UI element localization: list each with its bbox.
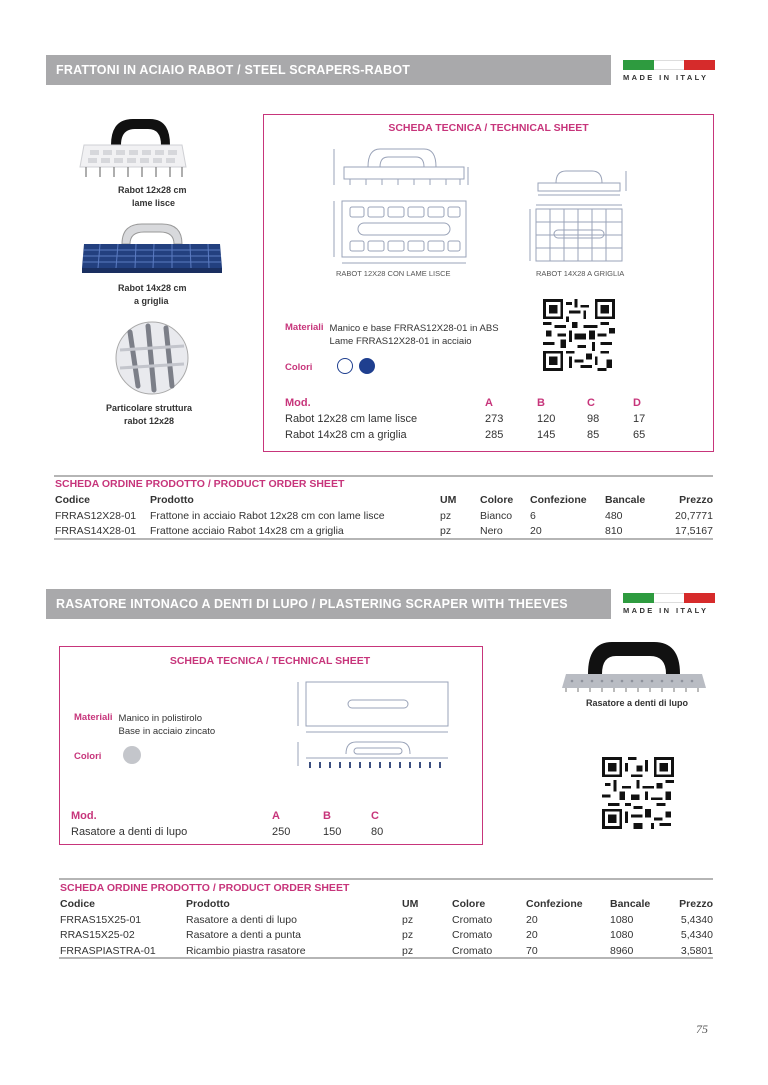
plastering-scraper-drawing [290,680,454,782]
materials-label: Materiali [285,322,324,333]
drawing-label-rabot-14x28: RABOT 14X28 A GRIGLIA [536,269,625,278]
column-header: Bancale [605,494,646,506]
table-cell: 65 [633,429,646,441]
table-cell: 20 [526,929,538,942]
table-cell: FRRASPIASTRA-01 [60,944,156,957]
column-header: Bancale [610,898,651,910]
table-cell: pz [402,944,414,957]
materials-section [74,712,215,738]
column-header: Confezione [530,494,587,506]
table-cell: 145 [537,429,556,441]
table-cell: 20,7771 [675,509,713,522]
product-caption-structure: Particolare struttura rabot 12x28 [105,403,193,426]
table-row [285,427,665,443]
qr-code-icon [602,757,674,829]
table-cell: pz [440,525,452,538]
column-header: Prodotto [186,898,230,910]
column-header: D [633,397,641,409]
table-header-row [71,808,401,824]
column-header: B [323,810,331,822]
section1-header: FRATTONI IN ACIAIO RABOT / STEEL SCRAPERS-RABOT [46,55,611,85]
materials-line: Manico in polistirolo [118,713,202,724]
table-cell: pz [440,509,452,522]
made-in-italy-badge [623,60,715,82]
table-cell: 1080 [610,929,634,942]
table-cell: 17,5167 [675,525,713,538]
column-header: C [587,397,595,409]
table-cell: 1080 [610,913,634,926]
table-cell: 3,5801 [680,944,713,957]
drawing-label-rabot-12x28: RABOT 12X28 CON LAME LISCE [336,269,451,278]
column-header: B [537,397,545,409]
divider [59,878,713,880]
technical-sheet-title: SCHEDA TECNICA / TECHNICAL SHEET [169,655,371,667]
table-cell: 85 [587,429,600,441]
column-header: Codice [60,898,96,910]
column-header: Confezione [526,898,583,910]
table-cell: Rasatore a denti di lupo [186,913,297,926]
table-cell: 250 [272,826,291,838]
table-row [60,912,713,928]
italy-flag-icon [623,60,715,70]
product-caption-rabot-14x28: Rabot 14x28 cm a griglia [118,283,187,306]
table-cell: Rasatore a denti di lupo [71,826,188,838]
column-header: A [272,810,280,822]
table-cell: 6 [530,509,536,522]
table-cell: 20 [530,525,542,538]
table-cell: 285 [485,429,504,441]
table-cell: Rabot 14x28 cm a griglia [285,429,407,441]
table-cell: 8960 [610,944,634,957]
table-cell: 70 [526,944,538,957]
color-swatch-grey [123,746,141,764]
table-row [71,824,401,840]
table-cell: 17 [633,413,646,425]
table-cell: 810 [605,525,623,538]
column-header: Mod. [71,810,97,822]
divider [54,538,713,540]
materials-label: Materiali [74,712,113,723]
table-cell: Cromato [452,913,493,926]
italy-flag-icon [623,593,715,603]
materials-line: Lame FRRAS12X28-01 in acciaio [329,336,472,347]
table-cell: Frattone in acciaio Rabot 12x28 cm con lame lisce [150,509,385,522]
table-cell: 5,4340 [680,929,713,942]
order-table [60,896,713,959]
divider [54,475,713,477]
order-table [55,492,713,539]
order-sheet-title: SCHEDA ORDINE PRODOTTO / PRODUCT ORDER SHEET [60,882,350,894]
table-cell: FRRAS12X28-01 [55,509,137,522]
order-sheet-title: SCHEDA ORDINE PRODOTTO / PRODUCT ORDER SHEET [55,478,345,490]
table-cell: FRRAS15X25-01 [60,913,142,926]
table-cell: FRRAS14X28-01 [55,525,137,538]
table-header-row [60,896,713,912]
table-cell: 20 [526,913,538,926]
table-cell: 150 [323,826,342,838]
column-header: Colore [452,898,486,910]
materials-line: Manico e base FRRAS12X28-01 in ABS [329,323,499,334]
table-cell: Nero [480,525,503,538]
column-header: C [371,810,379,822]
color-swatch-white [337,358,353,374]
column-header: Mod. [285,397,311,409]
made-in-italy-label: MADE IN ITALY [623,606,709,615]
table-cell: Bianco [480,509,513,522]
column-header: Prezzo [679,898,713,910]
model-dimensions-table [285,395,665,443]
rabot-12x28-drawing [328,143,476,265]
table-header-row [285,395,665,411]
table-cell: Frattone acciaio Rabot 14x28 cm a griglia [150,525,344,538]
technical-sheet-title: SCHEDA TECNICA / TECHNICAL SHEET [388,122,589,134]
divider [59,957,713,959]
table-row [285,411,665,427]
color-swatch-blue [359,358,375,374]
table-cell: 480 [605,509,623,522]
table-header-row [55,492,713,508]
column-header: Codice [55,494,91,506]
structure-detail-image [114,320,190,396]
made-in-italy-badge [623,593,715,615]
page-number: 75 [696,1022,708,1036]
product-caption-rabot-12x28: Rabot 12x28 cm lame lisce [118,185,187,208]
column-header: UM [440,494,457,506]
table-cell: RRAS15X25-02 [60,929,135,942]
table-row [55,508,713,524]
materials-line: Base in acciaio zincato [118,726,216,737]
rabot-14x28-image [80,222,224,278]
table-cell: pz [402,913,414,926]
made-in-italy-label: MADE IN ITALY [623,73,709,82]
table-row [60,928,713,944]
column-header: Prodotto [150,494,194,506]
table-cell: Rasatore a denti a punta [186,929,301,942]
table-cell: pz [402,929,414,942]
rabot-12x28-image [78,115,188,181]
colors-label: Colori [285,362,313,373]
colors-label: Colori [74,751,102,762]
table-cell: 5,4340 [680,913,713,926]
materials-section [285,322,499,348]
rabot-14x28-drawing [526,165,630,265]
table-cell: 80 [371,826,384,838]
table-cell: Cromato [452,929,493,942]
column-header: Prezzo [679,494,713,506]
table-row [55,524,713,540]
section2-header: RASATORE INTONACO A DENTI DI LUPO / PLASTERING SCRAPER WITH THEEVES [46,589,611,619]
column-header: Colore [480,494,514,506]
table-cell: Cromato [452,944,493,957]
qr-code-icon [543,299,615,371]
product-caption-plastering-scraper: Rasatore a denti di lupo [585,698,688,708]
table-cell: Rabot 12x28 cm lame lisce [285,413,418,425]
column-header: UM [402,898,419,910]
table-cell: Ricambio piastra rasatore [186,944,306,957]
model-dimensions-table [71,808,401,840]
table-cell: 98 [587,413,600,425]
plastering-scraper-image [562,636,706,694]
column-header: A [485,397,493,409]
table-cell: 120 [537,413,556,425]
table-cell: 273 [485,413,504,425]
